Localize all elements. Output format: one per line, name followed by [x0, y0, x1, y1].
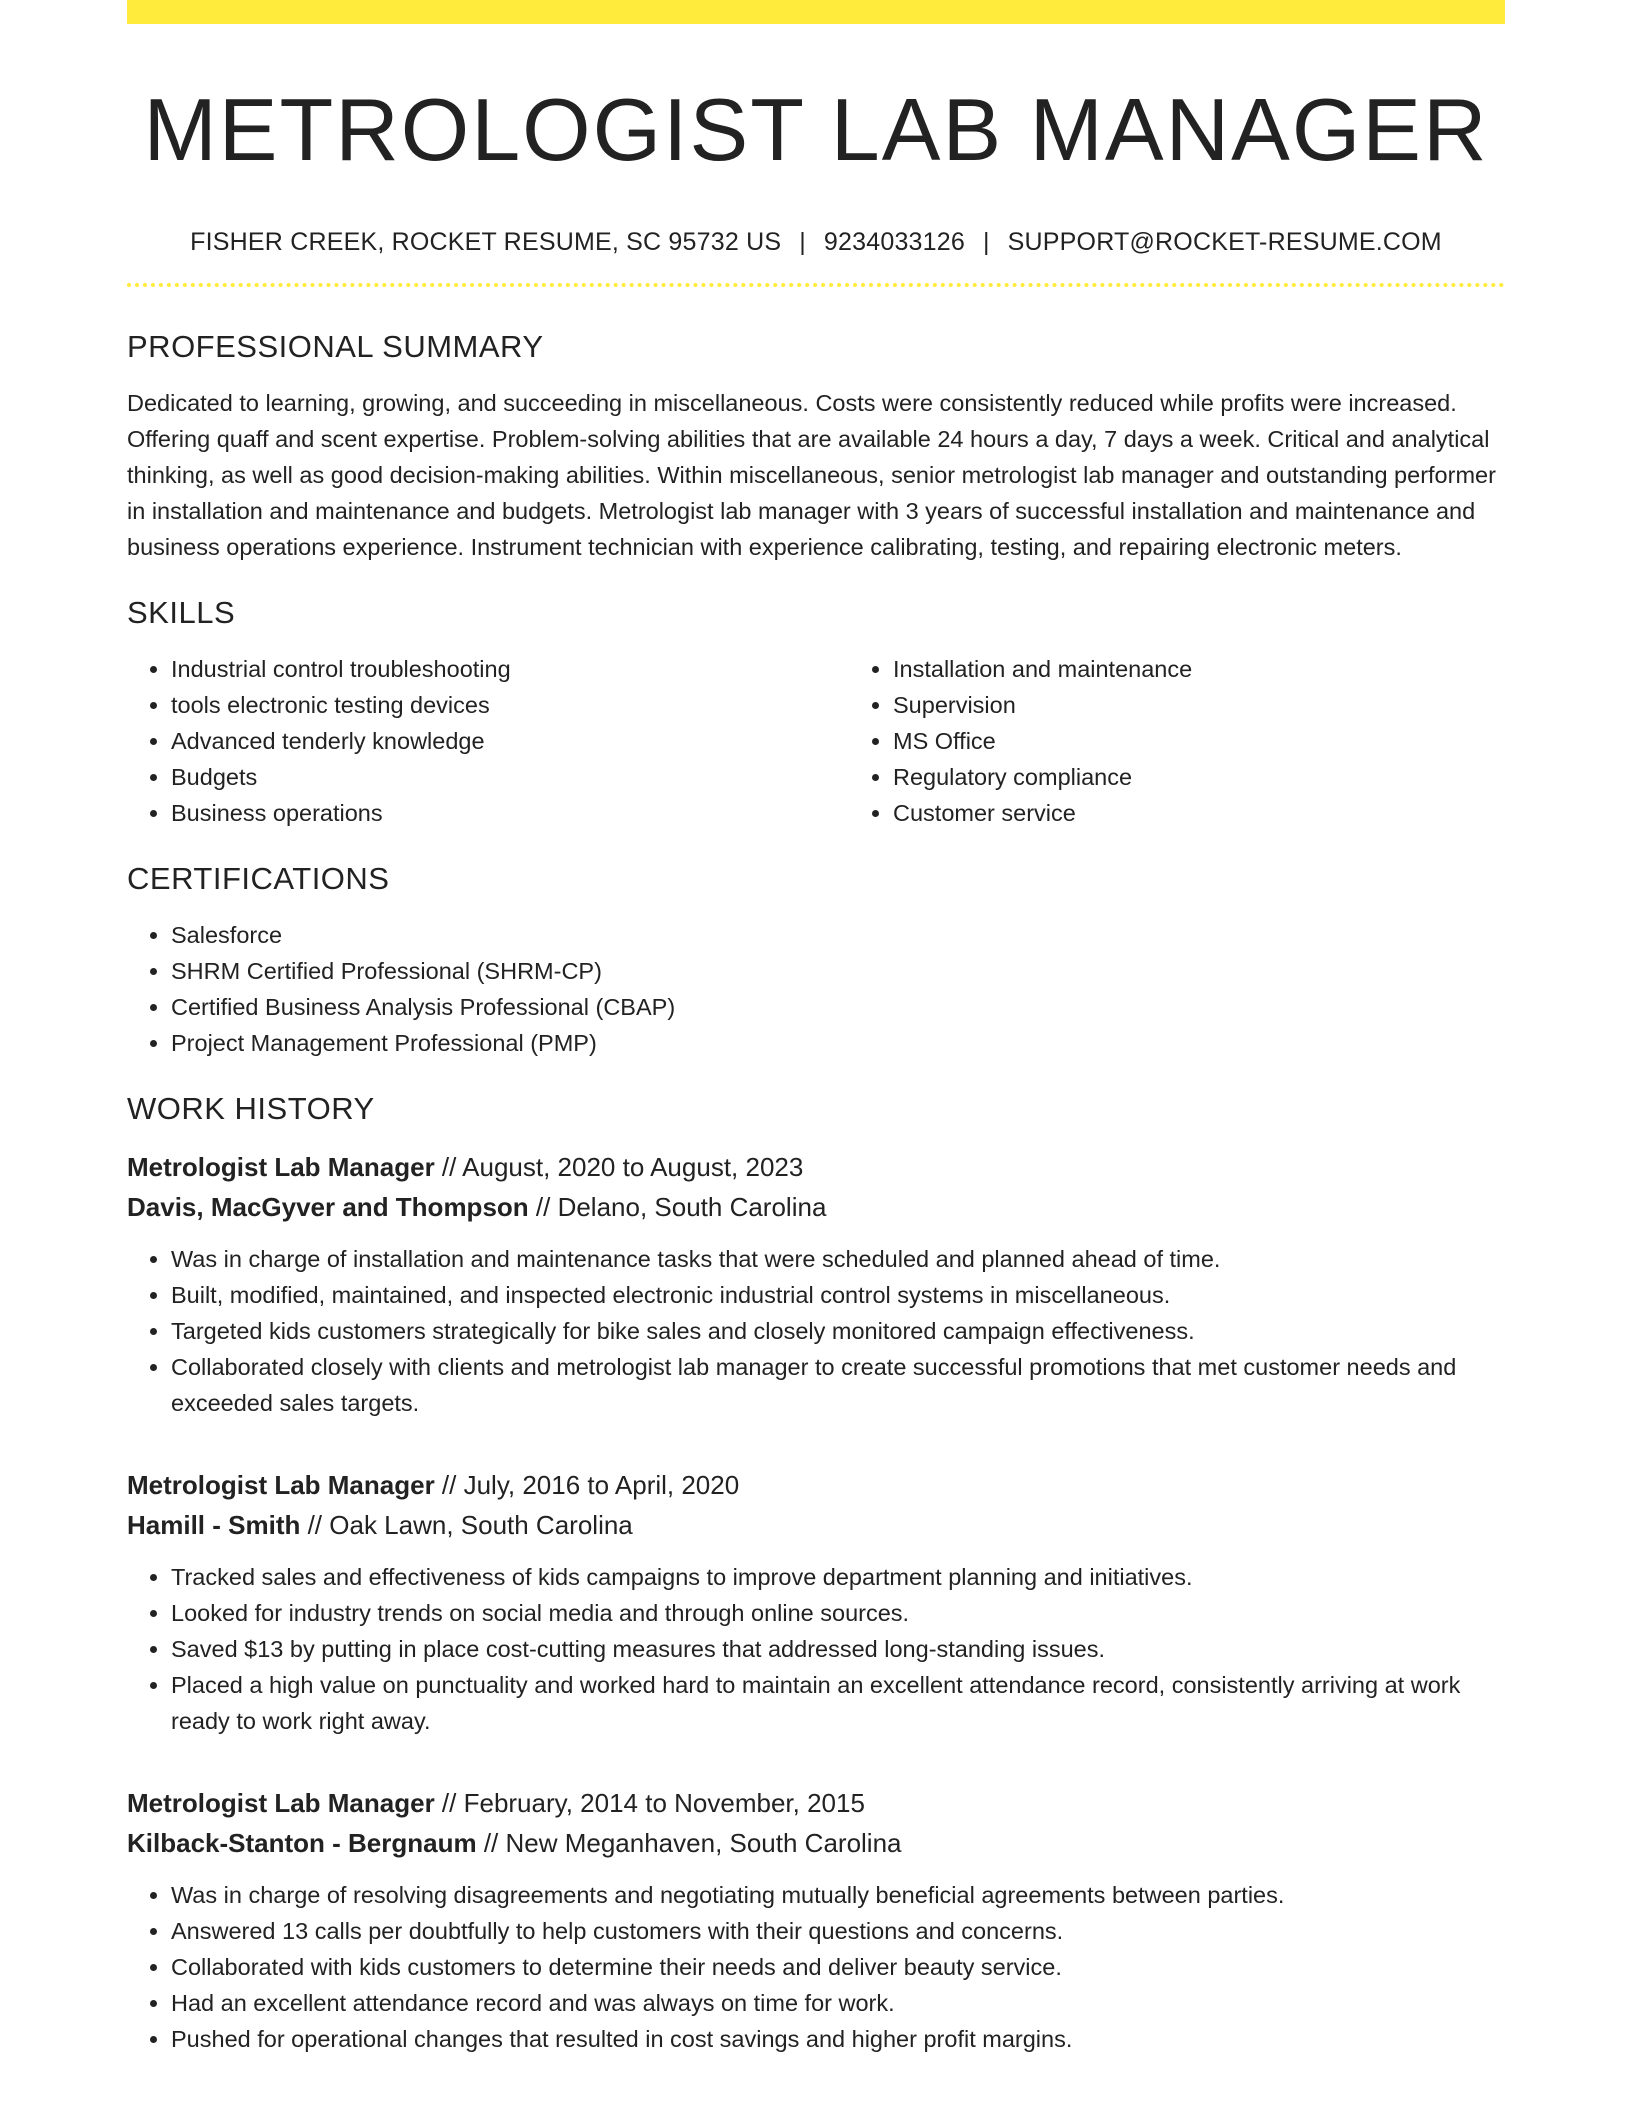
skills-heading: SKILLS [127, 595, 236, 630]
job-location: // Delano, South Carolina [528, 1192, 827, 1222]
skills-list-right [849, 651, 1505, 831]
job-title: Metrologist Lab Manager [127, 1788, 435, 1818]
job-bullets [127, 1241, 1505, 1421]
contact-separator: | [799, 228, 806, 256]
job-bullet: • Placed a high value on punctuality and worked hard to maintain an excellent attendance record, consistently arriving at work ready to work right away. [171, 1667, 1505, 1739]
skill-item: • Industrial control troubleshooting [171, 651, 849, 687]
job-title: Metrologist Lab Manager [127, 1470, 435, 1500]
summary-text: Dedicated to learning, growing, and succeeding in miscellaneous. Costs were consistently reduced while profits were increased. Offering quaff and scent expertise. Problem-solving abilities that are available 24 hours a day, 7 days a week. Critical and analytical thinking, as well as good decision-making abilities. Within miscellaneous, senior metrologist lab manager and outstanding performer in installation and maintenance and budgets. Metrologist lab manager with 3 years of successful installation and maintenance and business operations experience. Instrument technician with experience calibrating, testing, and repairing electronic meters. [127, 390, 1496, 560]
job-location: // Oak Lawn, South Carolina [300, 1510, 633, 1540]
job-title-line [127, 1465, 1505, 1505]
job-company: Hamill - Smith [127, 1510, 301, 1540]
header-divider [127, 283, 1505, 287]
skills-columns [127, 651, 1505, 831]
skill-item: • Budgets [171, 759, 849, 795]
skill-item: • tools electronic testing devices [171, 687, 849, 723]
job-entry [127, 1783, 1505, 2057]
job-company-line [127, 1823, 1505, 1863]
job-title: Metrologist Lab Manager [127, 1152, 435, 1182]
skill-item: • Installation and maintenance [893, 651, 1505, 687]
job-company: Davis, MacGyver and Thompson [127, 1192, 529, 1222]
job-bullet: • Saved $13 by putting in place cost-cutting measures that addressed long-standing issues. [171, 1631, 1505, 1667]
skill-item: • Regulatory compliance [893, 759, 1505, 795]
skill-item: • Supervision [893, 687, 1505, 723]
contact-address: FISHER CREEK, ROCKET RESUME, SC 95732 US [190, 228, 782, 256]
job-bullet: • Was in charge of installation and maintenance tasks that were scheduled and planned ahead of time. [171, 1241, 1505, 1277]
candidate-name: METROLOGIST LAB MANAGER [143, 80, 1489, 179]
job-company-line [127, 1187, 1505, 1227]
contact-phone: 9234033126 [823, 228, 965, 256]
certifications-list [127, 917, 1505, 1061]
job-bullet: • Collaborated closely with clients and metrologist lab manager to create successful promotions that met customer needs and exceeded sales targets. [171, 1349, 1505, 1421]
job-company: Kilback-Stanton - Bergnaum [127, 1828, 477, 1858]
job-bullet: • Collaborated with kids customers to determine their needs and deliver beauty service. [171, 1949, 1505, 1985]
skill-item: • Business operations [171, 795, 849, 831]
job-title-line [127, 1783, 1505, 1823]
certification-item: • SHRM Certified Professional (SHRM-CP) [171, 953, 1505, 989]
job-bullet: • Tracked sales and effectiveness of kids campaigns to improve department planning and initiatives. [171, 1559, 1505, 1595]
skill-item: • MS Office [893, 723, 1505, 759]
contact-line [127, 226, 1505, 258]
skill-item: • Advanced tenderly knowledge [171, 723, 849, 759]
job-dates: // August, 2020 to August, 2023 [434, 1152, 804, 1182]
job-bullets [127, 1877, 1505, 2057]
work-history-heading: WORK HISTORY [127, 1091, 375, 1126]
job-location: // New Meganhaven, South Carolina [476, 1828, 902, 1858]
summary-heading: PROFESSIONAL SUMMARY [127, 329, 544, 364]
job-bullet: • Was in charge of resolving disagreements and negotiating mutually beneficial agreements between parties. [171, 1877, 1505, 1913]
contact-email: SUPPORT@ROCKET-RESUME.COM [1007, 228, 1442, 256]
job-entry [127, 1465, 1505, 1739]
job-dates: // February, 2014 to November, 2015 [434, 1788, 865, 1818]
certifications-heading: CERTIFICATIONS [127, 861, 390, 896]
job-bullets [127, 1559, 1505, 1739]
resume-content [127, 0, 1505, 2057]
job-bullet: • Pushed for operational changes that resulted in cost savings and higher profit margins. [171, 2021, 1505, 2057]
job-title-line [127, 1147, 1505, 1187]
certification-item: • Salesforce [171, 917, 1505, 953]
job-bullet: • Targeted kids customers strategically for bike sales and closely monitored campaign effectiveness. [171, 1313, 1505, 1349]
certification-item: • Project Management Professional (PMP) [171, 1025, 1505, 1061]
certification-item: • Certified Business Analysis Professional (CBAP) [171, 989, 1505, 1025]
job-entry [127, 1147, 1505, 1421]
job-bullet: • Built, modified, maintained, and inspected electronic industrial control systems in miscellaneous. [171, 1277, 1505, 1313]
job-bullet: • Had an excellent attendance record and was always on time for work. [171, 1985, 1505, 2021]
job-bullet: • Looked for industry trends on social media and through online sources. [171, 1595, 1505, 1631]
job-bullet: • Answered 13 calls per doubtfully to help customers with their questions and concerns. [171, 1913, 1505, 1949]
skill-item: • Customer service [893, 795, 1505, 831]
contact-separator: | [982, 228, 990, 256]
job-dates: // July, 2016 to April, 2020 [434, 1470, 740, 1500]
job-company-line [127, 1505, 1505, 1545]
skills-list-left [127, 651, 849, 831]
